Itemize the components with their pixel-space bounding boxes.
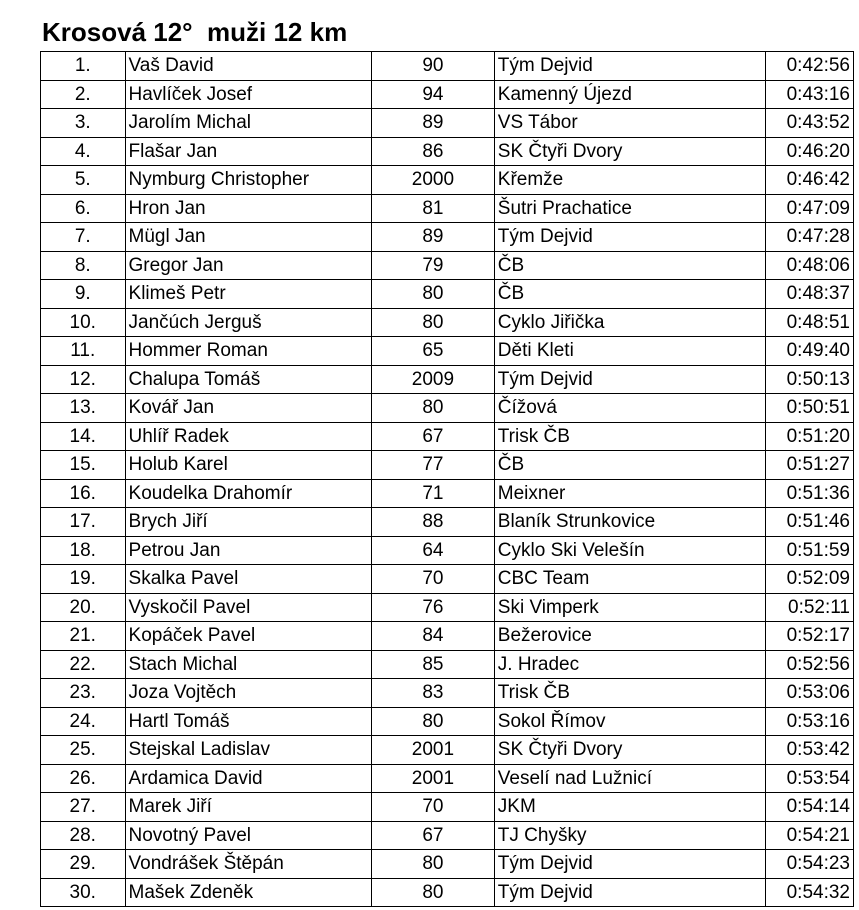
time-cell: 0:54:23: [766, 850, 854, 879]
table-row: [41, 52, 854, 81]
name-cell: Mašek Zdeněk: [125, 878, 372, 907]
year-cell: 2001: [372, 736, 495, 765]
club-cell: ČB: [494, 251, 766, 280]
rank-cell: 13.: [41, 394, 126, 423]
club-cell: Tým Dejvid: [494, 878, 766, 907]
club-cell: Blaník Strunkovice: [494, 508, 766, 537]
club-cell: Tým Dejvid: [494, 850, 766, 879]
club-cell: Tým Dejvid: [494, 52, 766, 81]
table-row: [41, 707, 854, 736]
rank-cell: 17.: [41, 508, 126, 537]
name-cell: Novotný Pavel: [125, 821, 372, 850]
time-cell: 0:47:09: [766, 194, 854, 223]
table-row: [41, 137, 854, 166]
rank-cell: 23.: [41, 679, 126, 708]
rank-cell: 8.: [41, 251, 126, 280]
club-cell: SK Čtyři Dvory: [494, 736, 766, 765]
time-cell: 0:53:06: [766, 679, 854, 708]
year-cell: 80: [372, 308, 495, 337]
page-title: Krosová 12° muži 12 km: [42, 17, 348, 47]
year-cell: 70: [372, 565, 495, 594]
year-cell: 67: [372, 821, 495, 850]
name-cell: Nymburg Christopher: [125, 166, 372, 195]
table-row: [41, 793, 854, 822]
club-cell: ČB: [494, 280, 766, 309]
results-table: [40, 51, 854, 907]
year-cell: 76: [372, 593, 495, 622]
table-row: [41, 593, 854, 622]
time-cell: 0:46:20: [766, 137, 854, 166]
name-cell: Stach Michal: [125, 650, 372, 679]
year-cell: 83: [372, 679, 495, 708]
time-cell: 0:50:51: [766, 394, 854, 423]
name-cell: Kopáček Pavel: [125, 622, 372, 651]
name-cell: Kovář Jan: [125, 394, 372, 423]
rank-cell: 27.: [41, 793, 126, 822]
table-row: [41, 308, 854, 337]
table-row: [41, 650, 854, 679]
club-cell: Meixner: [494, 479, 766, 508]
year-cell: 65: [372, 337, 495, 366]
name-cell: Ardamica David: [125, 764, 372, 793]
name-cell: Vaš David: [125, 52, 372, 81]
table-row: [41, 679, 854, 708]
table-row: [41, 251, 854, 280]
time-cell: 0:54:14: [766, 793, 854, 822]
rank-cell: 16.: [41, 479, 126, 508]
name-cell: Vondrášek Štěpán: [125, 850, 372, 879]
rank-cell: 28.: [41, 821, 126, 850]
name-cell: Chalupa Tomáš: [125, 365, 372, 394]
table-row: [41, 479, 854, 508]
name-cell: Uhlíř Radek: [125, 422, 372, 451]
year-cell: 71: [372, 479, 495, 508]
year-cell: 2000: [372, 166, 495, 195]
club-cell: Veselí nad Lužnicí: [494, 764, 766, 793]
name-cell: Hartl Tomáš: [125, 707, 372, 736]
time-cell: 0:52:17: [766, 622, 854, 651]
table-row: [41, 422, 854, 451]
year-cell: 89: [372, 223, 495, 252]
time-cell: 0:51:46: [766, 508, 854, 537]
name-cell: Stejskal Ladislav: [125, 736, 372, 765]
time-cell: 0:48:06: [766, 251, 854, 280]
club-cell: Cyklo Jiřička: [494, 308, 766, 337]
year-cell: 80: [372, 707, 495, 736]
year-cell: 2009: [372, 365, 495, 394]
rank-cell: 11.: [41, 337, 126, 366]
time-cell: 0:46:42: [766, 166, 854, 195]
year-cell: 86: [372, 137, 495, 166]
table-row: [41, 80, 854, 109]
year-cell: 79: [372, 251, 495, 280]
rank-cell: 1.: [41, 52, 126, 81]
time-cell: 0:43:16: [766, 80, 854, 109]
time-cell: 0:51:20: [766, 422, 854, 451]
name-cell: Skalka Pavel: [125, 565, 372, 594]
rank-cell: 4.: [41, 137, 126, 166]
rank-cell: 18.: [41, 536, 126, 565]
year-cell: 90: [372, 52, 495, 81]
time-cell: 0:53:42: [766, 736, 854, 765]
time-cell: 0:52:09: [766, 565, 854, 594]
rank-cell: 14.: [41, 422, 126, 451]
year-cell: 94: [372, 80, 495, 109]
year-cell: 80: [372, 878, 495, 907]
club-cell: CBC Team: [494, 565, 766, 594]
table-row: [41, 536, 854, 565]
time-cell: 0:54:21: [766, 821, 854, 850]
year-cell: 88: [372, 508, 495, 537]
club-cell: ČB: [494, 451, 766, 480]
year-cell: 89: [372, 109, 495, 138]
table-row: [41, 622, 854, 651]
table-row: [41, 736, 854, 765]
year-cell: 81: [372, 194, 495, 223]
rank-cell: 9.: [41, 280, 126, 309]
rank-cell: 30.: [41, 878, 126, 907]
year-cell: 67: [372, 422, 495, 451]
table-row: [41, 565, 854, 594]
time-cell: 0:52:56: [766, 650, 854, 679]
name-cell: Jarolím Michal: [125, 109, 372, 138]
rank-cell: 26.: [41, 764, 126, 793]
club-cell: Bežerovice: [494, 622, 766, 651]
club-cell: Sokol Římov: [494, 707, 766, 736]
rank-cell: 20.: [41, 593, 126, 622]
club-cell: Šutri Prachatice: [494, 194, 766, 223]
time-cell: 0:51:27: [766, 451, 854, 480]
time-cell: 0:43:52: [766, 109, 854, 138]
rank-cell: 12.: [41, 365, 126, 394]
time-cell: 0:53:54: [766, 764, 854, 793]
year-cell: 80: [372, 280, 495, 309]
table-row: [41, 223, 854, 252]
name-cell: Jančúch Jerguš: [125, 308, 372, 337]
club-cell: Křemže: [494, 166, 766, 195]
name-cell: Hron Jan: [125, 194, 372, 223]
time-cell: 0:54:32: [766, 878, 854, 907]
club-cell: Ski Vimperk: [494, 593, 766, 622]
year-cell: 2001: [372, 764, 495, 793]
time-cell: 0:48:37: [766, 280, 854, 309]
time-cell: 0:51:59: [766, 536, 854, 565]
name-cell: Klimeš Petr: [125, 280, 372, 309]
club-cell: Kamenný Újezd: [494, 80, 766, 109]
rank-cell: 5.: [41, 166, 126, 195]
rank-cell: 7.: [41, 223, 126, 252]
table-row: [41, 365, 854, 394]
name-cell: Koudelka Drahomír: [125, 479, 372, 508]
name-cell: Mügl Jan: [125, 223, 372, 252]
name-cell: Marek Jiří: [125, 793, 372, 822]
rank-cell: 22.: [41, 650, 126, 679]
club-cell: SK Čtyři Dvory: [494, 137, 766, 166]
table-row: [41, 878, 854, 907]
rank-cell: 21.: [41, 622, 126, 651]
club-cell: J. Hradec: [494, 650, 766, 679]
table-row: [41, 821, 854, 850]
year-cell: 85: [372, 650, 495, 679]
time-cell: 0:42:56: [766, 52, 854, 81]
club-cell: Trisk ČB: [494, 422, 766, 451]
time-cell: 0:48:51: [766, 308, 854, 337]
name-cell: Joza Vojtěch: [125, 679, 372, 708]
club-cell: Čížová: [494, 394, 766, 423]
table-row: [41, 394, 854, 423]
name-cell: Flašar Jan: [125, 137, 372, 166]
year-cell: 77: [372, 451, 495, 480]
year-cell: 84: [372, 622, 495, 651]
name-cell: Brych Jiří: [125, 508, 372, 537]
name-cell: Gregor Jan: [125, 251, 372, 280]
rank-cell: 2.: [41, 80, 126, 109]
table-row: [41, 280, 854, 309]
table-row: [41, 109, 854, 138]
club-cell: VS Tábor: [494, 109, 766, 138]
rank-cell: 24.: [41, 707, 126, 736]
name-cell: Vyskočil Pavel: [125, 593, 372, 622]
year-cell: 80: [372, 394, 495, 423]
table-row: [41, 194, 854, 223]
club-cell: TJ Chyšky: [494, 821, 766, 850]
name-cell: Havlíček Josef: [125, 80, 372, 109]
time-cell: 0:49:40: [766, 337, 854, 366]
year-cell: 64: [372, 536, 495, 565]
time-cell: 0:53:16: [766, 707, 854, 736]
club-cell: Cyklo Ski Velešín: [494, 536, 766, 565]
table-row: [41, 166, 854, 195]
name-cell: Petrou Jan: [125, 536, 372, 565]
table-row: [41, 850, 854, 879]
rank-cell: 25.: [41, 736, 126, 765]
year-cell: 80: [372, 850, 495, 879]
year-cell: 70: [372, 793, 495, 822]
table-row: [41, 337, 854, 366]
rank-cell: 15.: [41, 451, 126, 480]
club-cell: Tým Dejvid: [494, 223, 766, 252]
time-cell: 0:47:28: [766, 223, 854, 252]
rank-cell: 6.: [41, 194, 126, 223]
table-row: [41, 508, 854, 537]
rank-cell: 19.: [41, 565, 126, 594]
table-row: [41, 764, 854, 793]
club-cell: JKM: [494, 793, 766, 822]
rank-cell: 3.: [41, 109, 126, 138]
name-cell: Hommer Roman: [125, 337, 372, 366]
results-table-body: [41, 52, 854, 907]
time-cell: 0:50:13: [766, 365, 854, 394]
name-cell: Holub Karel: [125, 451, 372, 480]
table-row: [41, 451, 854, 480]
club-cell: Trisk ČB: [494, 679, 766, 708]
club-cell: Děti Kleti: [494, 337, 766, 366]
rank-cell: 29.: [41, 850, 126, 879]
time-cell: 0:52:11: [766, 593, 854, 622]
rank-cell: 10.: [41, 308, 126, 337]
time-cell: 0:51:36: [766, 479, 854, 508]
club-cell: Tým Dejvid: [494, 365, 766, 394]
